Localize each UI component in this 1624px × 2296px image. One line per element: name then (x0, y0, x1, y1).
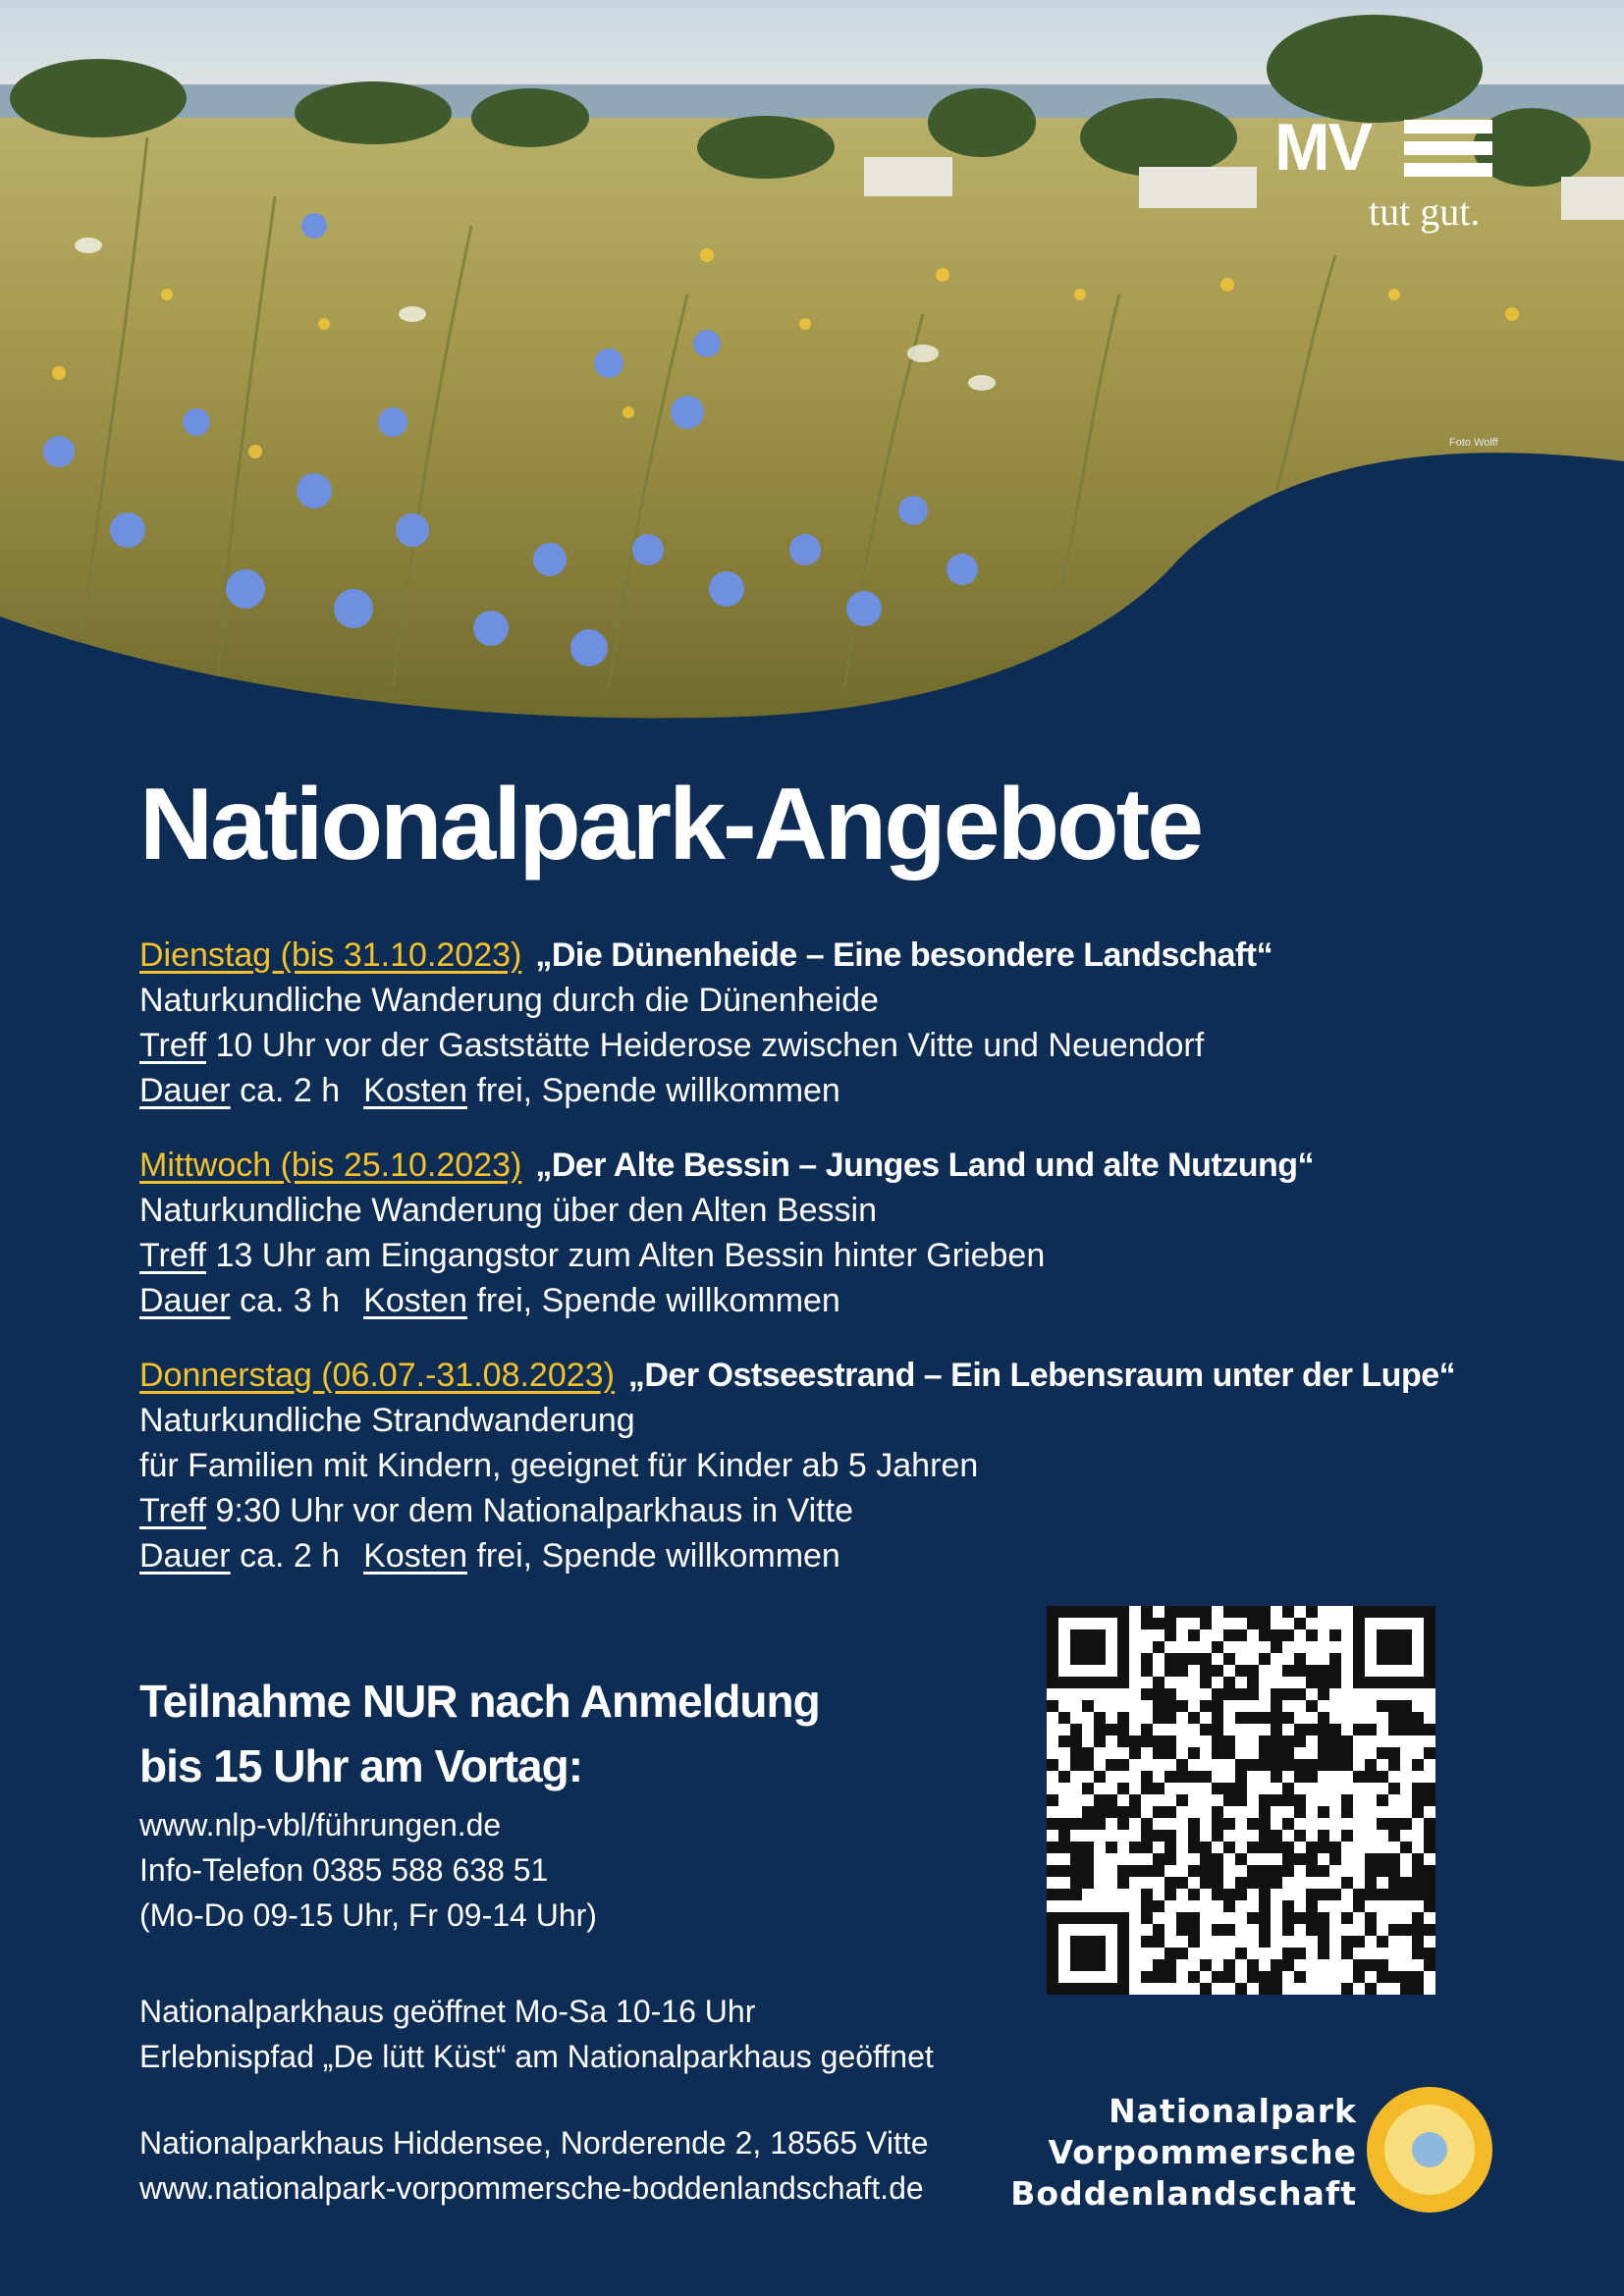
qr-finder-pattern (1053, 1918, 1123, 1989)
address-block (139, 2120, 929, 2211)
mv-logo-bars-icon (1404, 120, 1492, 177)
event-description: Naturkundliche Wanderung über den Alten Bessin (139, 1192, 877, 1229)
registration-heading (139, 1669, 820, 1798)
event-duration-cost (139, 1068, 1416, 1113)
cost-value: frei, Spende willkommen (476, 1282, 840, 1319)
event-duration-cost (139, 1533, 1416, 1578)
duration-value: ca. 3 h (240, 1282, 341, 1319)
registration-contact (139, 1802, 597, 1938)
mv-logo-tagline: tut gut. (1369, 189, 1481, 234)
meeting-label: Treff (139, 1492, 207, 1529)
website-link[interactable]: www.nationalpark-vorpommersche-boddenlandschaft.de (139, 2170, 924, 2206)
meeting-value: 9:30 Uhr vor dem Nationalparkhaus in Vitte (215, 1492, 853, 1529)
event-title: „Der Ostseestrand – Ein Lebensraum unter der Lupe“ (627, 1357, 1456, 1394)
meeting-label: Treff (139, 1237, 207, 1274)
nationalpark-logo-text (1010, 2091, 1357, 2215)
cost-label: Kosten (363, 1072, 467, 1109)
duration-label: Dauer (139, 1282, 231, 1319)
event-duration-cost (139, 1278, 1416, 1323)
event-title: „Der Alte Bessin – Junges Land und alte Nutzung“ (535, 1147, 1315, 1184)
registration-url[interactable]: www.nlp-vbl/führungen.de (139, 1807, 502, 1842)
qr-finder-pattern (1053, 1612, 1123, 1682)
cost-value: frei, Spende willkommen (476, 1537, 840, 1575)
photo-credit: Foto Wolff (1449, 437, 1498, 449)
opening-hours: Nationalparkhaus geöffnet Mo-Sa 10-16 Uhr (139, 1994, 756, 2029)
cost-value: frei, Spende willkommen (476, 1072, 840, 1109)
nationalpark-sign-icon (1367, 2087, 1492, 2213)
meeting-value: 13 Uhr am Eingangstor zum Alten Bessin hinter Grieben (215, 1237, 1046, 1274)
duration-value: ca. 2 h (240, 1537, 341, 1575)
trail-info: Erlebnispfad „De lütt Küst“ am Nationalparkhaus geöffnet (139, 2039, 934, 2074)
event-day: Mittwoch (bis 25.10.2023) (139, 1147, 522, 1184)
meeting-value: 10 Uhr vor der Gaststätte Heiderose zwischen Vitte und Neuendorf (215, 1027, 1205, 1064)
event-item (139, 1353, 1456, 1578)
event-header (139, 1353, 1456, 1398)
mv-logo-letters: MV (1274, 110, 1371, 185)
event-title: „Die Dünenheide – Eine besondere Landschaft“ (535, 936, 1273, 974)
event-item (139, 933, 1416, 1113)
logo-line: Nationalpark (1109, 2092, 1357, 2130)
meeting-label: Treff (139, 1027, 207, 1064)
event-meeting (139, 1233, 1416, 1278)
qr-code-icon (1047, 1606, 1435, 1995)
logo-line: Boddenlandschaft (1010, 2174, 1357, 2213)
page-title: Nationalpark-Angebote (139, 768, 1202, 881)
event-description: Naturkundliche Strandwanderung (139, 1402, 635, 1439)
mv-tut-gut-logo (1274, 110, 1500, 234)
logo-line: Vorpommersche (1048, 2133, 1357, 2171)
meadow-image (0, 0, 1624, 726)
duration-label: Dauer (139, 1072, 231, 1109)
event-list (139, 933, 1456, 1608)
registration-heading-line: bis 15 Uhr am Vortag: (139, 1740, 583, 1791)
registration-heading-line: Teilnahme NUR nach Anmeldung (139, 1676, 820, 1727)
event-description: für Familien mit Kindern, geeignet für Kinder ab 5 Jahren (139, 1447, 979, 1484)
cost-label: Kosten (363, 1282, 467, 1319)
duration-label: Dauer (139, 1537, 231, 1575)
cost-label: Kosten (363, 1537, 467, 1575)
event-item (139, 1143, 1416, 1323)
nationalpark-logo (982, 2087, 1532, 2215)
event-day: Donnerstag (06.07.-31.08.2023) (139, 1357, 615, 1394)
info-phone: Info-Telefon 0385 588 638 51 (139, 1852, 549, 1888)
landscape-photo (0, 0, 1624, 726)
opening-info (139, 1989, 934, 2079)
phone-hours: (Mo-Do 09-15 Uhr, Fr 09-14 Uhr) (139, 1897, 597, 1933)
qr-code[interactable] (1047, 1606, 1435, 1995)
event-meeting (139, 1488, 1416, 1533)
duration-value: ca. 2 h (240, 1072, 341, 1109)
event-header (139, 1143, 1416, 1188)
qr-finder-pattern (1359, 1612, 1430, 1682)
event-description: Naturkundliche Wanderung durch die Dünenheide (139, 982, 879, 1019)
event-day: Dienstag (bis 31.10.2023) (139, 936, 522, 974)
postal-address: Nationalparkhaus Hiddensee, Norderende 2, 18565 Vitte (139, 2125, 929, 2161)
event-header (139, 933, 1416, 978)
event-meeting (139, 1023, 1416, 1068)
